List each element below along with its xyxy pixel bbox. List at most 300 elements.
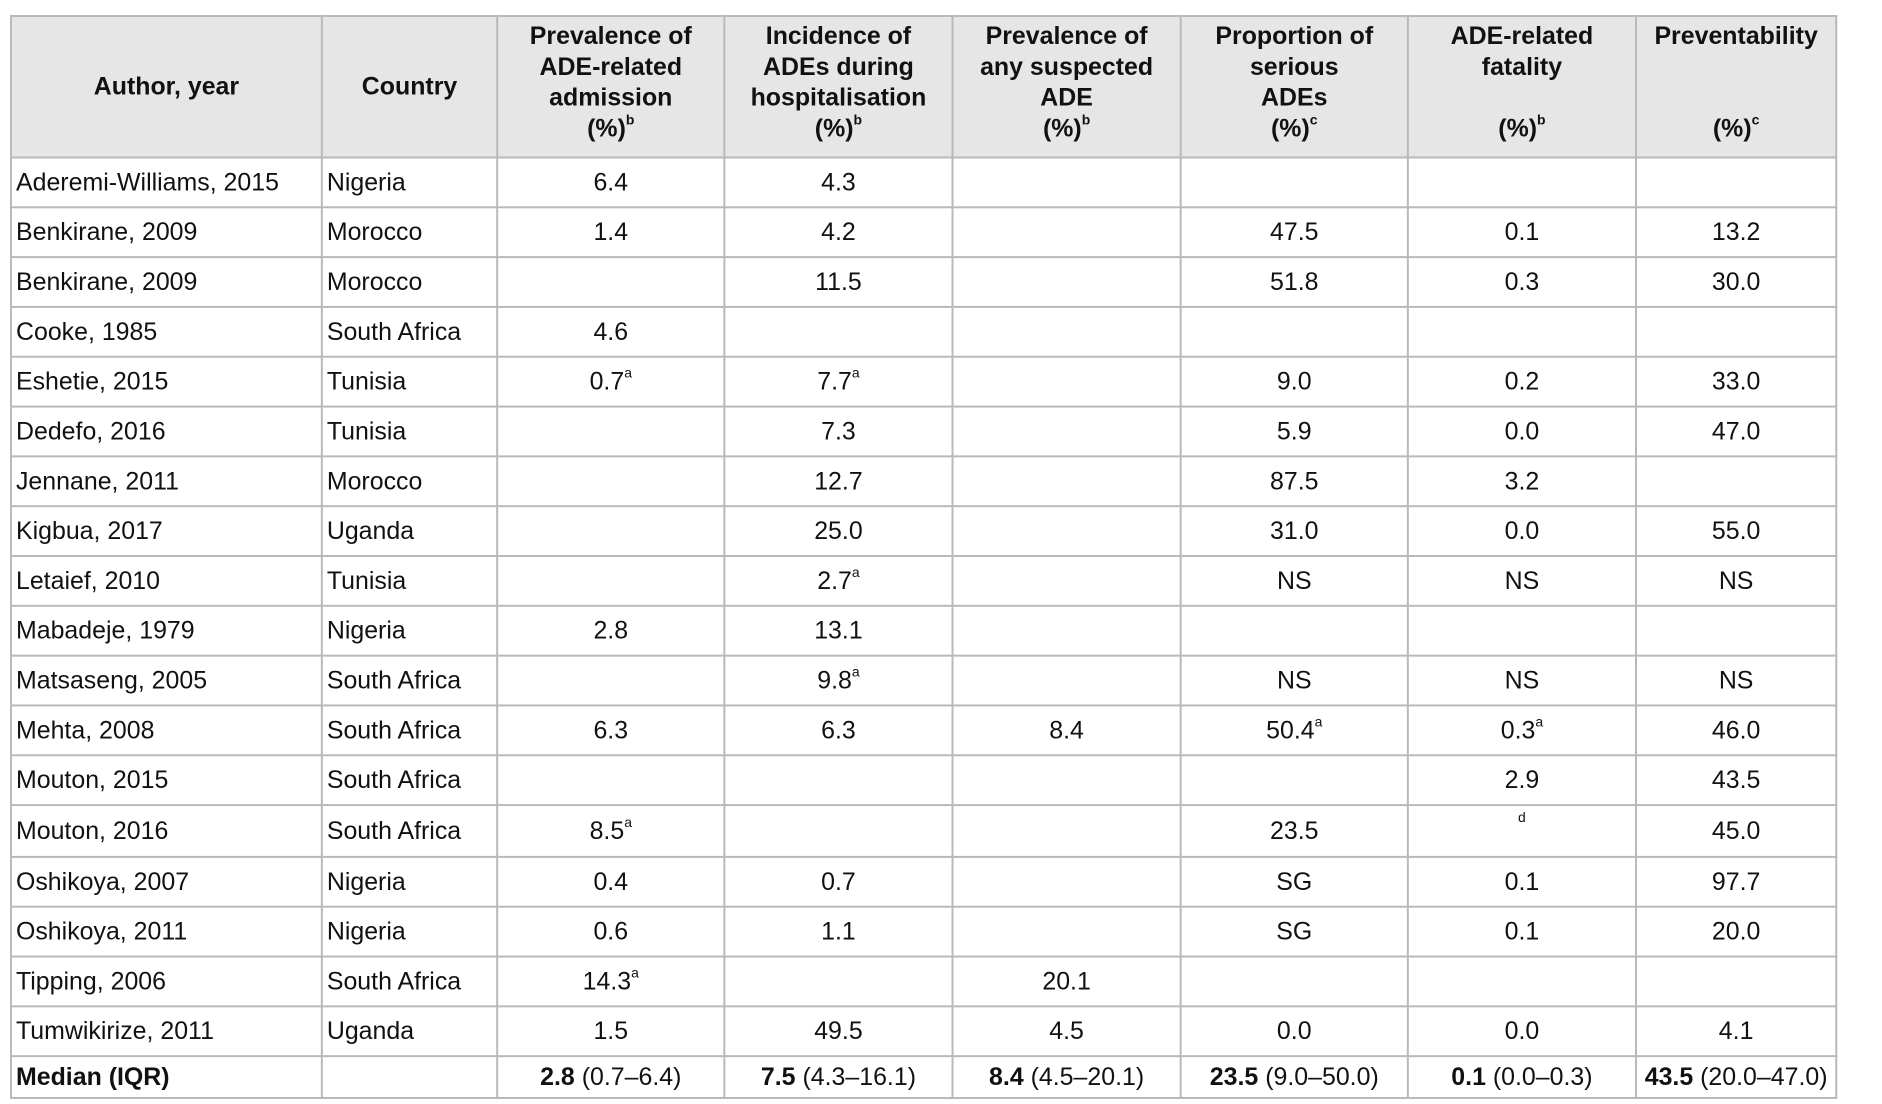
footnote-mark: a (851, 563, 860, 580)
median-value-cell (1636, 1056, 1836, 1098)
value-text: 5.9 (1276, 417, 1312, 445)
value-text: 9.0 (1276, 367, 1312, 396)
value-cell (497, 957, 724, 1007)
value-text: 12.7 (814, 466, 863, 495)
value-text: 0.3 (1504, 267, 1540, 296)
value-cell (497, 755, 724, 805)
value-text: 4.6 (593, 317, 629, 346)
value-cell (724, 606, 952, 656)
country-cell: Morocco (322, 257, 497, 307)
unit-text: (%) (814, 114, 854, 143)
value-cell (497, 506, 724, 556)
value-text: NS (1718, 566, 1754, 595)
table-row (11, 1006, 1836, 1056)
country-cell: Tunisia (322, 556, 497, 606)
unit-text: (%) (1498, 114, 1538, 143)
value-cell (497, 805, 724, 857)
header-footnote-mark: b (853, 111, 863, 128)
value-cell (1408, 207, 1636, 257)
country-cell: Tunisia (322, 407, 497, 457)
value-text: 25.0 (814, 516, 863, 545)
value-cell (724, 307, 952, 357)
median-label (11, 1056, 322, 1098)
country-cell: Nigeria (322, 907, 497, 957)
value-cell (1636, 705, 1836, 755)
value-cell (1408, 307, 1636, 357)
value-cell (953, 857, 1181, 907)
value-cell (953, 456, 1181, 506)
author-cell: Kigbua, 2017 (11, 506, 322, 556)
value-cell (724, 257, 952, 307)
value-cell (1636, 357, 1836, 407)
value-cell (1181, 506, 1408, 556)
header-line: Incidence of (765, 21, 912, 50)
value-text: 0.3 (1500, 715, 1536, 744)
value-text: 47.5 (1270, 217, 1319, 246)
country-cell: Uganda (322, 1006, 497, 1056)
country-cell: South Africa (322, 805, 497, 857)
value-text: 0.6 (593, 917, 629, 946)
value-text: 0.1 (1504, 917, 1540, 946)
value-text: 0.0 (1504, 1016, 1540, 1045)
country-cell: Nigeria (322, 857, 497, 907)
value-cell (724, 957, 952, 1007)
value-cell (1181, 556, 1408, 606)
value-text: 33.0 (1711, 367, 1761, 396)
median-iqr: (0.0–0.3) (1492, 1062, 1593, 1091)
value-text: 45.0 (1711, 816, 1761, 845)
table-header (11, 16, 1836, 157)
value-text: 20.0 (1711, 917, 1761, 946)
value-cell (724, 805, 952, 857)
empty-cell (322, 1056, 497, 1098)
median-value-cell (1181, 1056, 1408, 1098)
value-cell (1636, 207, 1836, 257)
header-line: ADEs during (763, 52, 914, 81)
value-text: 47.0 (1711, 417, 1761, 445)
value-cell (953, 157, 1181, 207)
unit-text: (%) (587, 114, 626, 143)
median-iqr: (9.0–50.0) (1265, 1062, 1379, 1091)
footnote-mark: a (631, 963, 639, 980)
value-cell (953, 656, 1181, 706)
value-cell (953, 556, 1181, 606)
value-text: 11.5 (815, 267, 862, 296)
median-iqr: (0.7–6.4) (581, 1062, 682, 1091)
value-cell (497, 157, 724, 207)
value-text: 4.2 (821, 217, 856, 246)
value-cell (724, 705, 952, 755)
country-cell: South Africa (322, 957, 497, 1007)
value-cell (1636, 456, 1836, 506)
value-cell (1636, 957, 1836, 1007)
value-text: NS (1276, 666, 1312, 694)
value-cell (497, 456, 724, 506)
header-row (11, 16, 1836, 157)
value-cell (497, 656, 724, 706)
value-text: 3.2 (1504, 466, 1540, 495)
value-text: 55.0 (1711, 516, 1761, 545)
header-line: ADE-related (1450, 21, 1594, 50)
value-text: 30.0 (1711, 267, 1761, 296)
value-text: 0.0 (1276, 1016, 1312, 1045)
column-header-6 (1408, 16, 1636, 157)
value-text: 4.1 (1718, 1016, 1754, 1045)
value-text: 31.0 (1270, 516, 1319, 545)
value-cell (953, 957, 1181, 1007)
median-iqr: (20.0–47.0) (1700, 1062, 1828, 1091)
country-cell: Morocco (322, 456, 497, 506)
header-unit (814, 111, 863, 145)
value-cell (953, 755, 1181, 805)
table-body (11, 157, 1836, 1098)
value-cell (1408, 506, 1636, 556)
value-cell (724, 357, 952, 407)
value-cell (1181, 307, 1408, 357)
author-cell: Benkirane, 2009 (11, 207, 322, 257)
value-cell (1181, 1006, 1408, 1056)
value-cell (1636, 606, 1836, 656)
table-row (11, 157, 1836, 207)
author-cell: Tipping, 2006 (11, 957, 322, 1007)
author-cell: Letaief, 2010 (11, 556, 322, 606)
value-cell (1636, 656, 1836, 706)
column-header-4 (953, 16, 1181, 157)
value-cell (1636, 755, 1836, 805)
median-iqr: (4.3–16.1) (802, 1062, 917, 1091)
header-line: Preventability (1654, 21, 1818, 50)
value-text: NS (1276, 566, 1312, 595)
value-cell (497, 556, 724, 606)
median-value-cell (1408, 1056, 1636, 1098)
value-cell (1408, 157, 1636, 207)
value-cell (953, 705, 1181, 755)
value-text: 49.5 (814, 1016, 863, 1045)
value-cell (953, 407, 1181, 457)
value-text: 1.4 (593, 217, 629, 246)
table-row (11, 755, 1836, 805)
header-footnote-mark: b (1081, 111, 1091, 128)
value-cell (1636, 907, 1836, 957)
median-value: 2.8 (540, 1062, 575, 1091)
value-cell (1181, 606, 1408, 656)
author-cell: Mouton, 2016 (11, 805, 322, 857)
value-cell (1181, 157, 1408, 207)
header-line: ADEs (1261, 83, 1328, 112)
table-row (11, 506, 1836, 556)
value-cell (953, 357, 1181, 407)
column-header-1 (322, 16, 497, 157)
value-cell (497, 207, 724, 257)
value-cell (724, 506, 952, 556)
header-line: hospitalisation (750, 83, 927, 112)
table-row (11, 556, 1836, 606)
value-cell (1181, 357, 1408, 407)
value-cell (497, 307, 724, 357)
value-cell (724, 755, 952, 805)
value-cell (1408, 805, 1636, 857)
footnote-mark: a (1535, 712, 1544, 729)
table-row (11, 857, 1836, 907)
country-cell: Nigeria (322, 606, 497, 656)
header-line: serious (1249, 52, 1339, 81)
value-cell (1181, 656, 1408, 706)
median-iqr: (4.5–20.1) (1030, 1062, 1145, 1091)
value-cell (1408, 456, 1636, 506)
value-cell (724, 656, 952, 706)
value-cell (1408, 606, 1636, 656)
header-unit (1042, 111, 1091, 145)
footnote-mark: a (851, 663, 860, 680)
header-line: ADE (1040, 83, 1093, 112)
value-text: 0.7 (589, 367, 625, 396)
table-row (11, 456, 1836, 506)
value-text: 0.4 (593, 867, 629, 896)
value-text: NS (1504, 566, 1540, 595)
author-cell: Cooke, 1985 (11, 307, 322, 357)
value-cell (953, 506, 1181, 556)
value-text: 6.3 (593, 715, 629, 744)
value-text: 87.5 (1270, 466, 1319, 495)
value-cell (1408, 407, 1636, 457)
author-cell: Tumwikirize, 2011 (11, 1006, 322, 1056)
value-text: 46.0 (1711, 715, 1761, 744)
value-text: 51.8 (1270, 267, 1319, 296)
value-text: 4.3 (821, 167, 856, 196)
footnote-mark: a (851, 364, 860, 381)
value-text: 2.7 (817, 566, 852, 595)
table-row (11, 207, 1836, 257)
country-cell: Uganda (322, 506, 497, 556)
column-header-5 (1181, 16, 1408, 157)
header-line: Proportion of (1215, 21, 1374, 50)
author-cell: Jennane, 2011 (11, 456, 322, 506)
median-value: 7.5 (760, 1062, 796, 1091)
value-cell (1408, 705, 1636, 755)
value-text: 0.1 (1504, 217, 1540, 246)
value-text: 7.3 (821, 417, 856, 445)
value-cell (1408, 257, 1636, 307)
value-text: 6.3 (821, 715, 856, 744)
value-text: 8.4 (1049, 715, 1084, 744)
value-text: 0.7 (821, 867, 856, 896)
value-text: 97.7 (1711, 867, 1761, 896)
value-text: 0.0 (1504, 516, 1540, 545)
table-row (11, 656, 1836, 706)
median-value-cell (724, 1056, 952, 1098)
unit-text: (%) (1271, 114, 1310, 143)
value-cell (724, 407, 952, 457)
value-cell (1408, 556, 1636, 606)
value-cell (1408, 857, 1636, 907)
value-cell (497, 407, 724, 457)
value-cell (724, 207, 952, 257)
author-cell: Eshetie, 2015 (11, 357, 322, 407)
country-cell: Morocco (322, 207, 497, 257)
table-row (11, 407, 1836, 457)
column-header-7 (1636, 16, 1836, 157)
value-cell (724, 907, 952, 957)
value-cell (1636, 307, 1836, 357)
value-text: 13.1 (814, 616, 863, 645)
median-value: 43.5 (1644, 1062, 1694, 1091)
table-row (11, 606, 1836, 656)
footnote-mark: a (624, 364, 632, 381)
country-cell: Tunisia (322, 357, 497, 407)
value-cell (953, 606, 1181, 656)
value-text: 43.5 (1711, 765, 1761, 794)
table-row (11, 357, 1836, 407)
value-text: 0.0 (1504, 417, 1540, 445)
value-cell (1408, 1006, 1636, 1056)
value-text: 0.1 (1504, 867, 1540, 896)
country-cell: South Africa (322, 755, 497, 805)
value-cell (724, 157, 952, 207)
value-cell (1181, 207, 1408, 257)
value-text: 1.5 (593, 1016, 629, 1045)
value-text: 9.8 (817, 666, 852, 694)
value-cell (1181, 705, 1408, 755)
value-cell (1181, 257, 1408, 307)
author-cell: Oshikoya, 2007 (11, 857, 322, 907)
table-row (11, 307, 1836, 357)
value-text: 50.4 (1266, 715, 1315, 744)
value-text: 2.9 (1504, 765, 1540, 794)
value-cell (953, 1006, 1181, 1056)
value-cell (724, 857, 952, 907)
value-cell (953, 307, 1181, 357)
header-unit (1712, 111, 1760, 145)
header-footnote-mark: b (1537, 111, 1546, 128)
value-text: SG (1276, 917, 1313, 946)
value-cell (1181, 857, 1408, 907)
value-text: 2.8 (593, 616, 629, 645)
footnote-mark: d (1518, 809, 1526, 826)
value-text: 0.2 (1504, 367, 1540, 396)
value-text: 1.1 (821, 917, 856, 946)
country-cell: South Africa (322, 656, 497, 706)
column-header-0 (11, 16, 322, 157)
author-cell: Matsaseng, 2005 (11, 656, 322, 706)
value-cell (1636, 1006, 1836, 1056)
author-cell: Aderemi-Williams, 2015 (11, 157, 322, 207)
footnote-mark: a (1314, 712, 1323, 729)
median-value: 0.1 (1451, 1062, 1486, 1091)
value-cell (1408, 755, 1636, 805)
unit-text: (%) (1042, 114, 1082, 143)
table-row (11, 907, 1836, 957)
header-footnote-mark: c (1309, 111, 1318, 128)
author-cell: Mabadeje, 1979 (11, 606, 322, 656)
author-cell: Mouton, 2015 (11, 755, 322, 805)
table-row (11, 957, 1836, 1007)
value-cell (1181, 957, 1408, 1007)
median-value: 8.4 (989, 1062, 1024, 1091)
value-text: 20.1 (1042, 966, 1091, 995)
value-cell (1408, 957, 1636, 1007)
author-cell: Oshikoya, 2011 (11, 907, 322, 957)
header-line: Author, year (93, 72, 240, 101)
value-cell (1636, 407, 1836, 457)
author-cell: Benkirane, 2009 (11, 257, 322, 307)
table-row (11, 257, 1836, 307)
value-text: 23.5 (1270, 816, 1319, 845)
unit-text: (%) (1712, 114, 1752, 143)
ade-table (10, 15, 1837, 1099)
value-text: 6.4 (593, 167, 629, 196)
header-line: fatality (1481, 52, 1563, 81)
value-text: 8.5 (589, 816, 625, 845)
median-label-text: Median (IQR) (15, 1062, 170, 1091)
table-row (11, 805, 1836, 857)
author-cell: Dedefo, 2016 (11, 407, 322, 457)
value-cell (953, 907, 1181, 957)
value-cell (1408, 907, 1636, 957)
author-cell: Mehta, 2008 (11, 705, 322, 755)
column-header-2 (497, 16, 724, 157)
value-cell (497, 1006, 724, 1056)
value-text: 7.7 (817, 367, 852, 396)
table-row (11, 705, 1836, 755)
value-cell (497, 857, 724, 907)
value-text: NS (1718, 666, 1754, 694)
value-cell (1636, 157, 1836, 207)
value-text: SG (1276, 867, 1313, 896)
header-line: Country (361, 72, 458, 101)
header-unit (587, 111, 635, 145)
value-cell (953, 207, 1181, 257)
value-cell (1181, 805, 1408, 857)
value-cell (1636, 506, 1836, 556)
value-cell (497, 907, 724, 957)
value-cell (1636, 857, 1836, 907)
value-text: 13.2 (1711, 217, 1761, 246)
ade-table-figure (10, 15, 1835, 1099)
header-line: ADE-related (539, 52, 683, 81)
value-cell (497, 606, 724, 656)
value-cell (1636, 257, 1836, 307)
header-unit (1498, 111, 1546, 145)
header-line: admission (549, 83, 673, 112)
column-header-3 (724, 16, 952, 157)
value-text: 4.5 (1049, 1016, 1084, 1045)
value-cell (497, 705, 724, 755)
value-cell (1181, 456, 1408, 506)
country-cell: South Africa (322, 705, 497, 755)
header-footnote-mark: c (1751, 111, 1760, 128)
value-cell (1636, 556, 1836, 606)
value-cell (724, 1006, 952, 1056)
value-cell (724, 456, 952, 506)
value-cell (953, 805, 1181, 857)
header-line: Prevalence of (529, 21, 692, 50)
value-cell (1408, 357, 1636, 407)
value-cell (953, 257, 1181, 307)
value-cell (724, 556, 952, 606)
value-cell (1181, 755, 1408, 805)
header-unit (1271, 111, 1318, 145)
value-cell (1636, 805, 1836, 857)
footnote-mark: a (624, 813, 632, 830)
median-value: 23.5 (1209, 1062, 1259, 1091)
value-text: NS (1504, 666, 1540, 694)
country-cell: Nigeria (322, 157, 497, 207)
median-row (11, 1056, 1836, 1098)
median-value-cell (497, 1056, 724, 1098)
country-cell: South Africa (322, 307, 497, 357)
value-cell (497, 357, 724, 407)
header-line: any suspected (980, 52, 1154, 81)
